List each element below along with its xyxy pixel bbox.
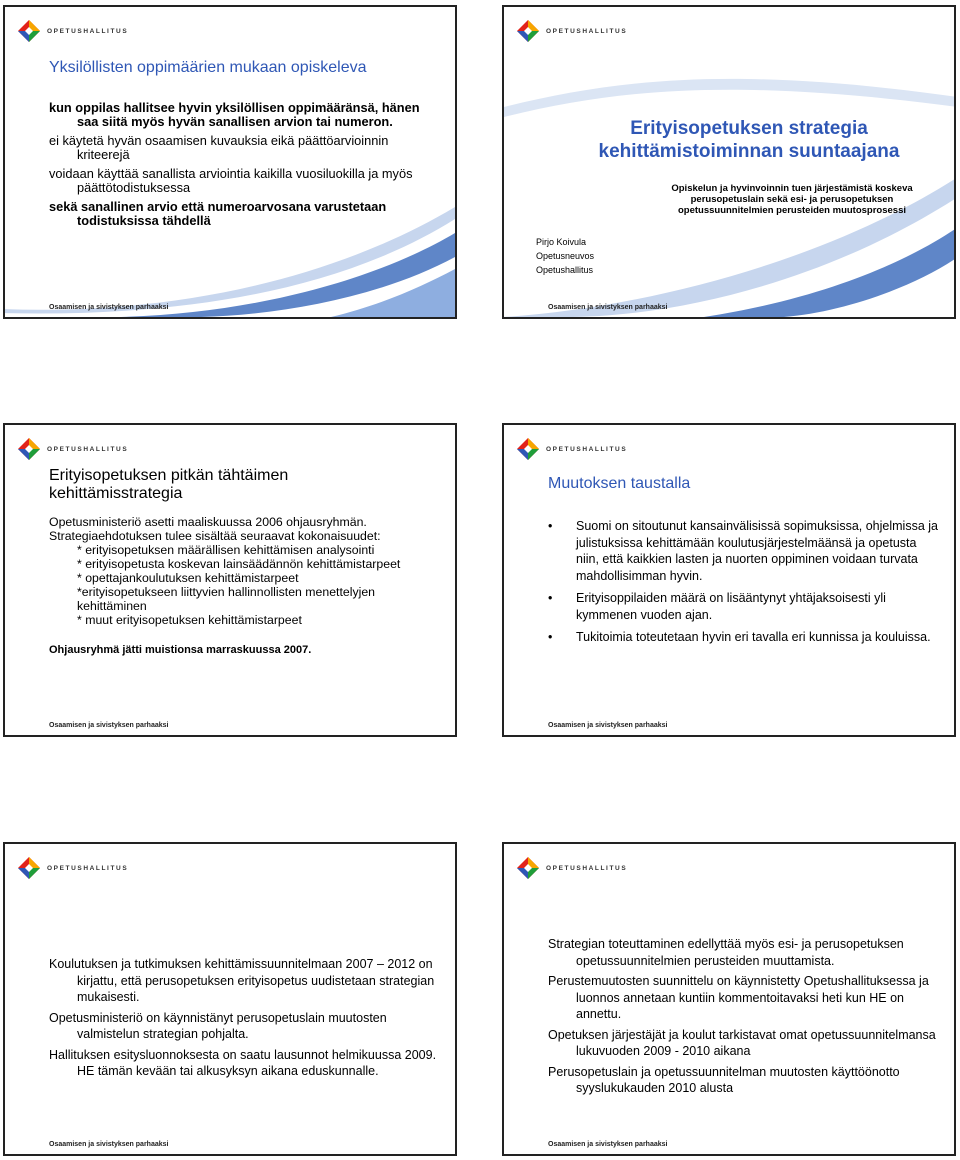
logo-text: OPETUSHALLITUS	[47, 864, 129, 872]
list-item: * muut erityisopetuksen kehittämistarpeet	[77, 613, 302, 627]
diamond-logo-icon	[516, 856, 540, 880]
slide-body	[548, 518, 940, 652]
slide-subtitle: Opiskelun ja hyvinvoinnin tuen järjestämistä koskeva perusopetuslain sekä esi- ja perusopetuksen opetussuunnitelmien perusteiden muutosprosessi	[671, 183, 913, 216]
title-line-2: kehittämisstrategia	[49, 485, 183, 502]
slide-4	[502, 423, 956, 737]
paragraph: Strategian toteuttaminen edellyttää myös esi- ja perusopetuksen opetussuunnitelmien perusteiden muuttamista.	[548, 937, 904, 968]
slide-3	[3, 423, 457, 737]
logo-text: OPETUSHALLITUS	[546, 445, 628, 453]
line-3: voidaan käyttää sanallista arviointia kaikilla vuosiluokilla ja myös päättötodistuksessa	[49, 166, 413, 195]
slide-title: Yksilöllisten oppimäärien mukaan opiskeleva	[49, 59, 367, 76]
paragraph-1: Opetusministeriö asetti maaliskuussa 2006 ohjausryhmän.	[49, 515, 367, 529]
paragraph: Perustemuutosten suunnittelu on käynnistetty Opetushallituksessa ja luonnos annetaan kuntiin kommentoitavaksi heti kun HE on annettu.	[548, 974, 929, 1021]
item-list	[49, 543, 441, 627]
slide-footer: Osaamisen ja sivistyksen parhaaksi	[49, 1141, 169, 1148]
list-item: • Tukitoimia toteutetaan hyvin eri tavalla eri kunnissa ja kouluissa.	[548, 629, 940, 646]
author-org: Opetushallitus	[536, 265, 594, 275]
diamond-logo-icon	[516, 19, 540, 43]
slide-footer: Osaamisen ja sivistyksen parhaaksi	[49, 722, 169, 729]
paragraph: Perusopetuslain ja opetussuunnitelman muutosten käyttöönotto syyslukukauden 2010 alusta	[548, 1064, 900, 1095]
closing-note: Ohjausryhmä jätti muistionsa marraskuussa 2007.	[49, 644, 312, 656]
logo-text: OPETUSHALLITUS	[546, 864, 628, 872]
title-line-2: kehittämistoiminnan suuntaajana	[598, 141, 900, 162]
author-role: Opetusneuvos	[536, 251, 595, 261]
paragraph: Opetuksen järjestäjät ja koulut tarkistavat omat opetussuunnitelmansa lukuvuoden 2009 - 2010 aikana	[548, 1027, 936, 1058]
slide-title	[49, 467, 288, 503]
slide-footer: Osaamisen ja sivistyksen parhaaksi	[548, 722, 668, 729]
logo-text: OPETUSHALLITUS	[47, 27, 129, 35]
author-block	[536, 235, 594, 277]
slide-footer: Osaamisen ja sivistyksen parhaaksi	[548, 304, 668, 311]
paragraph-2: Strategiaehdotuksen tulee sisältää seuraavat kokonaisuudet:	[49, 529, 381, 543]
slide-5	[3, 842, 457, 1156]
slide-2	[502, 5, 956, 319]
list-item: *erityisopetukseen liittyvien hallinnollisten menettelyjen kehittäminen	[77, 585, 376, 613]
slide-body	[49, 956, 441, 1084]
slide-6	[502, 842, 956, 1156]
title-line-1: Erityisopetuksen pitkän tähtäimen	[49, 467, 289, 484]
opetushallitus-logo	[17, 19, 128, 43]
bullet-list	[548, 518, 940, 646]
diamond-logo-icon	[17, 856, 41, 880]
list-item: * erityisopetuksen määrällisen kehittämisen analysointi	[77, 543, 375, 557]
opetushallitus-logo	[17, 856, 128, 880]
paragraph: Koulutuksen ja tutkimuksen kehittämissuunnitelmaan 2007 – 2012 on kirjattu, että perusopetuksen erityisopetus uudistetaan strategian mukaisesti.	[49, 957, 435, 1004]
title-line-1: Erityisopetuksen strategia	[630, 118, 868, 139]
list-item: * erityisopetusta koskevan lainsäädännön kehittämistarpeet	[77, 557, 401, 571]
list-item: * opettajankoulutuksen kehittämistarpeet	[77, 571, 299, 585]
opetushallitus-logo	[516, 437, 627, 461]
author-name: Pirjo Koivula	[536, 237, 587, 247]
opetushallitus-logo	[516, 19, 627, 43]
slide-title	[564, 117, 934, 163]
paragraph: Opetusministeriö on käynnistänyt perusopetuslain muutosten valmistelun strategian pohjalta.	[49, 1010, 387, 1041]
list-item: • Suomi on sitoutunut kansainvälisissä sopimuksissa, ohjelmissa ja julistuksissa kehittämään koulutusjärjestelmäänsä ja opetusta niin, että kaikkien lasten ja nuorten oppiminen voidaan turvata mahdollisimman hyvin.	[548, 518, 940, 584]
slide-body	[49, 515, 441, 657]
list-item: • Erityisoppilaiden määrä on lisääntynyt yhtäjaksoisesti yli kymmenen vuoden ajan.	[548, 590, 940, 623]
paragraph: Hallituksen esitysluonnoksesta on saatu lausunnot helmikuussa 2009. HE tämän kevään tai alkusyksyn aikana eduskunnalle.	[49, 1047, 437, 1078]
diamond-logo-icon	[516, 437, 540, 461]
logo-text: OPETUSHALLITUS	[47, 445, 129, 453]
line-1: kun oppilas hallitsee hyvin yksilöllisen oppimääränsä, hänen saa siitä myös hyvän sanallisen arvion tai numeron.	[49, 100, 420, 129]
slide-body	[548, 936, 940, 1101]
diamond-logo-icon	[17, 19, 41, 43]
slide-footer: Osaamisen ja sivistyksen parhaaksi	[548, 1141, 668, 1148]
slide-1	[3, 5, 457, 319]
line-2: ei käytetä hyvän osaamisen kuvauksia eikä päättöarvioinnin kriteerejä	[49, 133, 389, 162]
line-4: sekä sanallinen arvio että numeroarvosana varustetaan todistuksissa tähdellä	[49, 199, 387, 228]
slide-footer: Osaamisen ja sivistyksen parhaaksi	[49, 304, 169, 311]
slide-title: Muutoksen taustalla	[548, 475, 691, 492]
diamond-logo-icon	[17, 437, 41, 461]
opetushallitus-logo	[17, 437, 128, 461]
opetushallitus-logo	[516, 856, 627, 880]
swoosh-decoration	[3, 197, 455, 317]
logo-text: OPETUSHALLITUS	[546, 27, 628, 35]
